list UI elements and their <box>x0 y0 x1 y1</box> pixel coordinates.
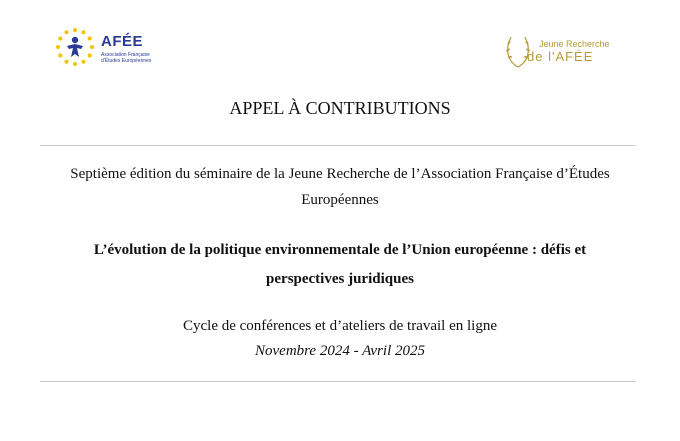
afee-logo-subtitle-line2: d'Études Européennes <box>101 58 152 64</box>
event-format: Cycle de conférences et d’ateliers de travail en ligne <box>182 318 497 334</box>
jeune-recherche-logo-line2: de l'AFÉE <box>527 49 594 64</box>
top-divider <box>40 145 636 146</box>
afee-logo-subtitle-line1: Association Française <box>101 52 150 58</box>
seminar-subtitle: Septième édition du séminaire de la Jeune Recherche de l’Association Française d’Études Européennes <box>70 166 610 208</box>
jeune-recherche-logo <box>497 31 627 73</box>
bottom-divider <box>40 381 636 382</box>
jeune-recherche-logo-line1: Jeune Recherche <box>539 39 610 49</box>
seminar-theme: L’évolution de la politique environnementale de l’Union européenne : défis et perspectives juridiques <box>93 242 587 287</box>
afee-logo <box>55 27 165 69</box>
event-dates: Novembre 2024 - Avril 2025 <box>255 343 425 359</box>
eu-stars-icon <box>55 27 95 67</box>
page-title: APPEL À CONTRIBUTIONS <box>229 98 451 118</box>
afee-logo-text: AFÉE <box>101 33 144 50</box>
